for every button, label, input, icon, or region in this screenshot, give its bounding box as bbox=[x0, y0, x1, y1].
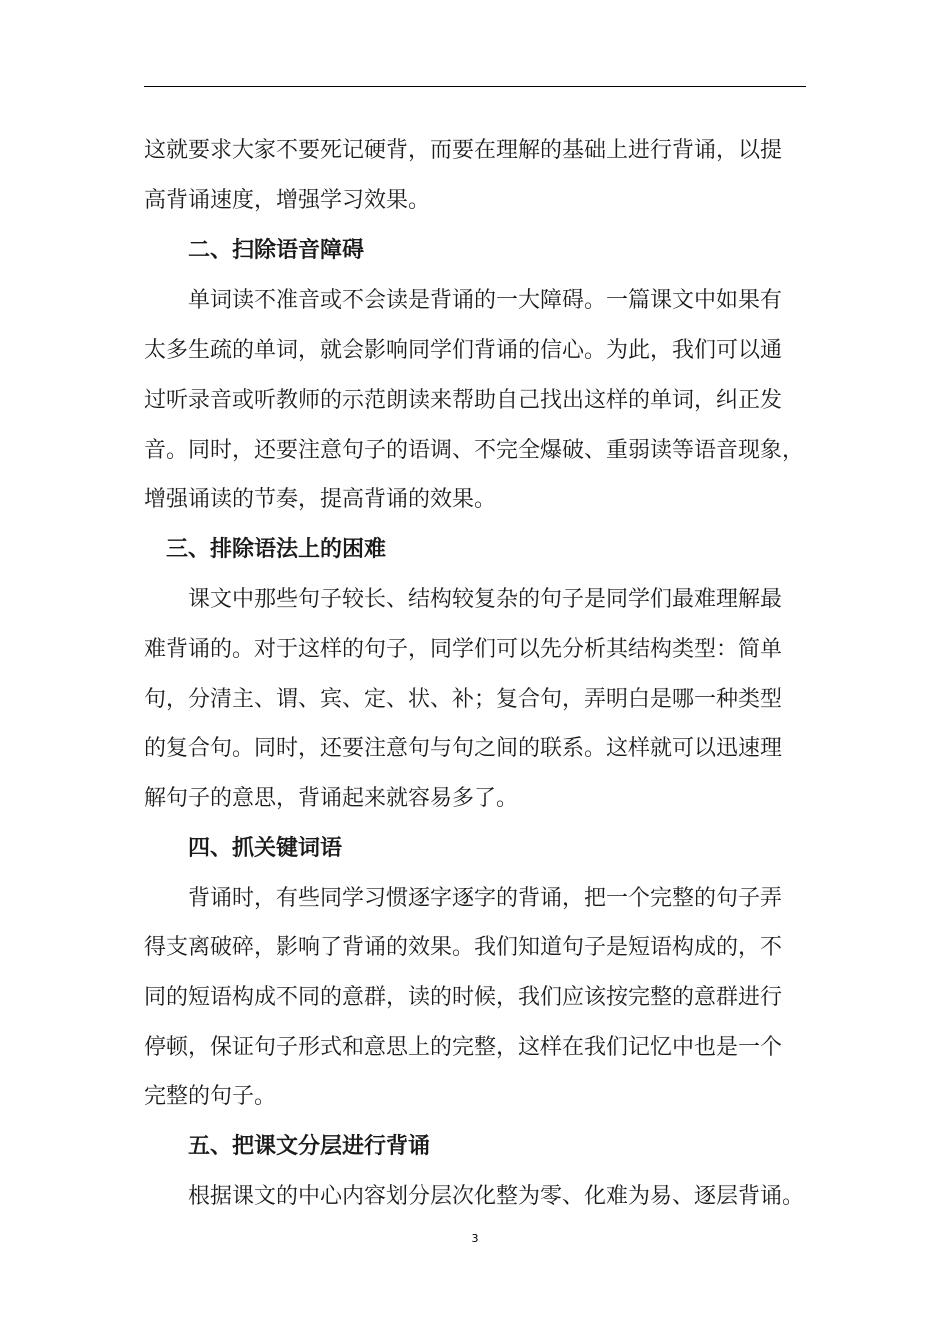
paragraph-line: 得支离破碎，影响了背诵的效果。我们知道句子是短语构成的，不 bbox=[144, 935, 783, 960]
section-heading: 四、抓关键词语 bbox=[188, 836, 343, 861]
paragraph-line: 解句子的意思，背诵起来就容易多了。 bbox=[144, 786, 519, 811]
paragraph-line: 停顿，保证句子形式和意思上的完整，这样在我们记忆中也是一个 bbox=[144, 1035, 783, 1060]
paragraph-line: 高背诵速度，增强学习效果。 bbox=[144, 188, 431, 213]
section-heading: 五、把课文分层进行背诵 bbox=[188, 1134, 431, 1159]
paragraph-line: 太多生疏的单词，就会影响同学们背诵的信心。为此，我们可以通 bbox=[144, 338, 783, 363]
paragraph-line: 完整的句子。 bbox=[144, 1084, 277, 1109]
paragraph-line: 音。同时，还要注意句子的语调、不完全爆破、重弱读等语音现象， bbox=[144, 438, 805, 463]
paragraph-line: 过听录音或听教师的示范朗读来帮助自己找出这样的单词，纠正发 bbox=[144, 388, 783, 413]
paragraph-line: 课文中那些句子较长、结构较复杂的句子是同学们最难理解最 bbox=[188, 587, 783, 612]
paragraph-line: 同的短语构成不同的意群，读的时候，我们应该按完整的意群进行 bbox=[144, 985, 783, 1010]
header-rule bbox=[144, 86, 806, 87]
paragraph-line: 背诵时，有些同学习惯逐字逐字的背诵，把一个完整的句子弄 bbox=[188, 886, 783, 911]
paragraph-line: 根据课文的中心内容划分层次化整为零、化难为易、逐层背诵。 bbox=[188, 1184, 805, 1209]
paragraph-line: 难背诵的。对于这样的句子，同学们可以先分析其结构类型：简单 bbox=[144, 637, 783, 662]
section-heading: 三、排除语法上的困难 bbox=[166, 537, 387, 562]
paragraph-line: 单词读不准音或不会读是背诵的一大障碍。一篇课文中如果有 bbox=[188, 288, 783, 313]
paragraph-line: 这就要求大家不要死记硬背，而要在理解的基础上进行背诵，以提 bbox=[144, 138, 783, 163]
section-heading: 二、扫除语音障碍 bbox=[188, 238, 365, 263]
paragraph-line: 的复合句。同时，还要注意句与句之间的联系。这样就可以迅速理 bbox=[144, 736, 783, 761]
paragraph-line: 句，分清主、谓、宾、定、状、补；复合句，弄明白是哪一种类型 bbox=[144, 687, 783, 712]
paragraph-line: 增强诵读的节奏，提高背诵的效果。 bbox=[144, 487, 497, 512]
page-number: 3 bbox=[471, 1232, 479, 1245]
